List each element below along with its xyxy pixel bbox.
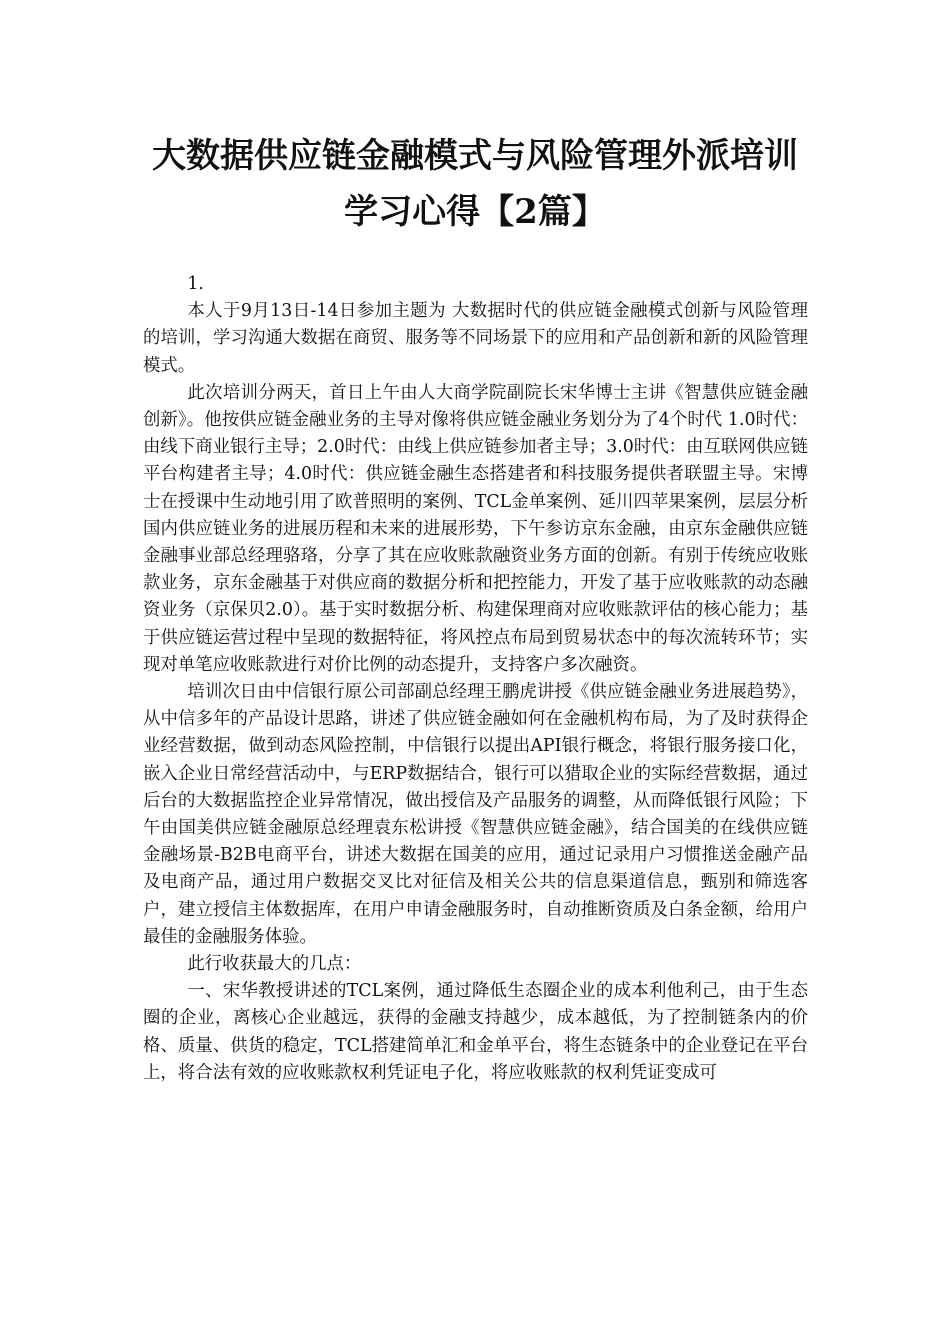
document-title: 大数据供应链金融模式与风险管理外派培训学习心得【2篇】 <box>152 136 798 232</box>
paragraph-intro: 本人于9月13日-14日参加主题为 大数据时代的供应链金融模式创新与风险管理 的培训，学习沟通大数据在商贸、服务等不同场景下的应用和产品创新和新的风险管理模式。 <box>143 301 808 376</box>
document-body <box>143 271 808 1087</box>
paragraph-gain-one: 一、宋华教授讲述的TCL案例，通过降低生态圈企业的成本利他利己，由于生态圈的企业，离核心企业越远，获得的金融支持越少，成本越低，为了控制链条内的价格、质量、供货的稳定，TCL搭建简单汇和金单平台，将生态链条中的企业登记在平台上，将合法有效的应收账款权利凭证电子化，将应收账款的权利凭证变成可 <box>143 981 808 1083</box>
paragraph-day-two: 培训次日由中信银行原公司部副总经理王鹏虎讲授《供应链金融业务进展趋势》，从中信多年的产品设计思路，讲述了供应链金融如何在金融机构布局，为了及时获得企业经营数据，做到动态风险控制，中信银行以提出API银行概念，将银行服务接口化，嵌入企业日常经营活动中，与ERP数据结合，银行可以猎取企业的实际经营数据，通过后台的大数据监控企业异常情况，做出授信及产品服务的调整，从而降低银行风险；下午由国美供应链金融原总经理袁东松讲授《智慧供应链金融》，结合国美的在线供应链金融场景-B2B电商平台，讲述大数据在国美的应用，通过记录用户习惯推送金融产品及电商产品，通过用户数据交叉比对征信及相关公共的信息渠道信息，甄别和筛选客户，建立授信主体数据库，在用户申请金融服务时，自动推断资质及白条金额，给用户最佳的金融服务体验。 <box>143 682 808 947</box>
paragraph-day-one: 此次培训分两天，首日上午由人大商学院副院长宋华博士主讲《智慧供应链金融创新》。他按供应链金融业务的主导对像将供应链金融业务划分为了4个时代 1.0时代：由线下商业银行主导；2.0时代：由线上供应链参加者主导；3.0时代：由互联网供应链平台构建者主导；4.0时代：供应链金融生态搭建者和科技服务提供者联盟主导。宋博士在授课中生动地引用了欧普照明的案例、TCL金单案例、延川四苹果案例，层层分析国内供应链业务的进展历程和未来的进展形势，下午参访京东金融，由京东金融供应链金融事业部总经理骆珞，分享了其在应收账款融资业务方面的创新。有别于传统应收账款业务，京东金融基于对供应商的数据分析和把控能力，开发了基于应收账款的动态融资业务（京保贝2.0）。基于实时数据分析、构建保理商对应收账款评估的核心能力；基于供应链运营过程中呈现的数据特征，将风控点布局到贸易状态中的每次流转环节；实现对单笔应收账款进行对价比例的动态提升，支持客户多次融资。 <box>143 382 808 675</box>
paragraph-number: 1. <box>187 274 204 294</box>
paragraph-gains-heading: 此行收获最大的几点： <box>187 954 362 975</box>
